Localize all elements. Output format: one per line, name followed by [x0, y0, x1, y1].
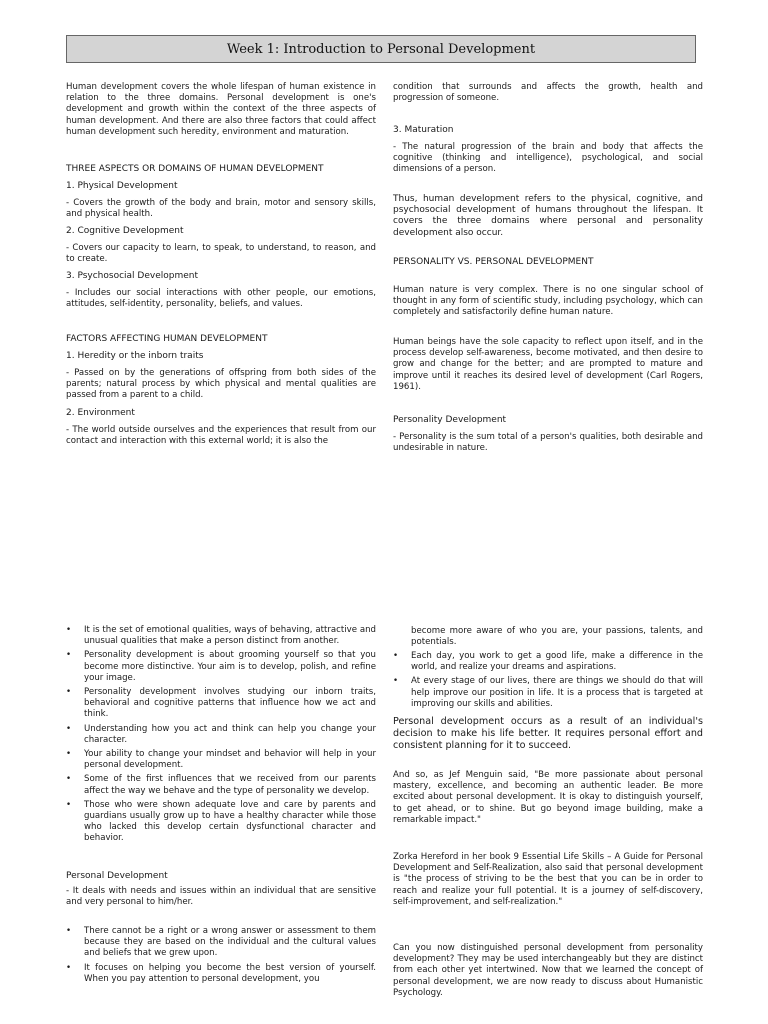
personal-development-heading: Personal Development — [66, 871, 168, 881]
daily-bullets — [393, 651, 703, 710]
personal-development-definition: - It deals with needs and issues within an individual that are sensitive and very personal to him/her. — [66, 886, 376, 908]
list-item: • Personality development involves studying our inborn traits, behavioral and cognitive patterns that influence how we act and think. — [66, 687, 376, 721]
closing-paragraph: Can you now distinguished personal development from personality development? They may be used interchangeably but they are distinct from each other yet intertwined. Now that we learned the concept of personal development, we are now ready to discuss about Humanistic Psychology. — [393, 943, 703, 998]
menguin-quote: And so, as Jef Menguin said, "Be more passionate about personal mastery, excellence, and becoming an authentic leader. Be more excited about personal development. It is okay to distinguish yourself, to get ahead, or to shine. But go beyond image building, make a remarkable impact." — [393, 770, 703, 825]
list-item: • At every stage of our lives, there are things we should do that will help improve our position in life. It is a process that is targeted at improving our skills and abilities. — [393, 676, 703, 710]
list-item: • There cannot be a right or a wrong answer or assessment to them because they are based on the individual and the cultural values and beliefs that we grew upon. — [66, 926, 376, 960]
personality-development-heading: Personality Development — [393, 415, 507, 425]
heredity-heading: 1. Heredity or the inborn traits — [66, 351, 204, 361]
environment-heading: 2. Environment — [66, 408, 135, 418]
list-item: • Understanding how you act and think can help you change your character. — [66, 724, 376, 746]
personal-bullets — [66, 926, 376, 985]
personality-bullets — [66, 625, 376, 845]
list-item: • It focuses on helping you become the best version of yourself. When you pay attention to personal development, you — [66, 963, 376, 985]
page-title: Week 1: Introduction to Personal Development — [226, 41, 536, 57]
heredity-text: - Passed on by the generations of offspring from both sides of the parents; natural process by which physical and mental qualities are passed from a parent to a child. — [66, 368, 376, 401]
maturation-text: - The natural progression of the brain and body that affects the cognitive (thinking and intelligence), psychological, and social dimensions of a person. — [393, 142, 703, 175]
cognitive-heading: 2. Cognitive Development — [66, 226, 184, 236]
physical-text: - Covers the growth of the body and brain, motor and sensory skills, and physical health. — [66, 198, 376, 220]
thus-paragraph: Thus, human development refers to the physical, cognitive, and psychosocial development of humans throughout the lifespan. It covers the three domains where personal and personality development also occur. — [393, 194, 703, 238]
hereford-quote: Zorka Hereford in her book 9 Essential Life Skills – A Guide for Personal Development and Self-Realization, also said that personal development is "the process of striving to be the best that you can be in order to reach and realize your full potential. It is a journey of self-discovery, self-improvement, and self-realization." — [393, 852, 703, 907]
psychosocial-heading: 3. Psychosocial Development — [66, 271, 198, 281]
cognitive-text: - Covers our capacity to learn, to speak, to understand, to reason, and to create. — [66, 243, 376, 265]
list-item: • Personality development is about grooming yourself so that you become more distinctive. Your aim is to develop, polish, and refine your image. — [66, 650, 376, 684]
awareness-continuation: become more aware of who you are, your passions, talents, and potentials. — [411, 626, 703, 648]
maturation-heading: 3. Maturation — [393, 125, 454, 135]
list-item: • Your ability to change your mindset and behavior will help in your personal development. — [66, 749, 376, 771]
list-item: • Those who were shown adequate love and care by parents and guardians usually grow up to have a healthy character while those who lacked this develop certain dysfunctional character and behavior. — [66, 800, 376, 845]
aspects-heading: THREE ASPECTS OR DOMAINS OF HUMAN DEVELOPMENT — [66, 164, 324, 174]
list-item: • Each day, you work to get a good life, make a difference in the world, and realize your dreams and aspirations. — [393, 651, 703, 673]
vs-heading: PERSONALITY VS. PERSONAL DEVELOPMENT — [393, 257, 594, 267]
intro-paragraph: Human development covers the whole lifespan of human existence in relation to the three domains. Personal development is one's development and growth within the context of the three aspects of human development. And there are also three factors that could affect human development such heredity, environment and maturation. — [66, 82, 376, 137]
condition-continuation: condition that surrounds and affects the growth, health and progression of someone. — [393, 82, 703, 104]
reflect-paragraph: Human beings have the sole capacity to reflect upon itself, and in the process develop self-awareness, become motivated, and then desire to grow and change for the better; and are prompted to mature and improve until it reaches its desired level of development (Carl Rogers, 1961). — [393, 337, 703, 392]
psychosocial-text: - Includes our social interactions with other people, our emotions, attitudes, self-identity, personality, beliefs, and values. — [66, 288, 376, 310]
personality-definition: - Personality is the sum total of a person's qualities, both desirable and undesirable in nature. — [393, 432, 703, 454]
environment-text: - The world outside ourselves and the experiences that result from our contact and interaction with this external world; it is also the — [66, 425, 376, 447]
list-item: • Some of the first influences that we received from our parents affect the way we behave and the type of personality we develop. — [66, 774, 376, 796]
nature-paragraph: Human nature is very complex. There is no one singular school of thought in any form of scientific study, including psychology, which can completely and satisfactorily define human nature. — [393, 285, 703, 318]
page-title-bar — [66, 35, 696, 63]
physical-heading: 1. Physical Development — [66, 181, 178, 191]
factors-heading: FACTORS AFFECTING HUMAN DEVELOPMENT — [66, 334, 268, 344]
occurs-paragraph: Personal development occurs as a result of an individual's decision to make his life better. It requires personal effort and consistent planning for it to succeed. — [393, 716, 703, 751]
page1-left-column — [66, 82, 376, 138]
list-item: • It is the set of emotional qualities, ways of behaving, attractive and unusual qualities that make a person distinct from another. — [66, 625, 376, 647]
